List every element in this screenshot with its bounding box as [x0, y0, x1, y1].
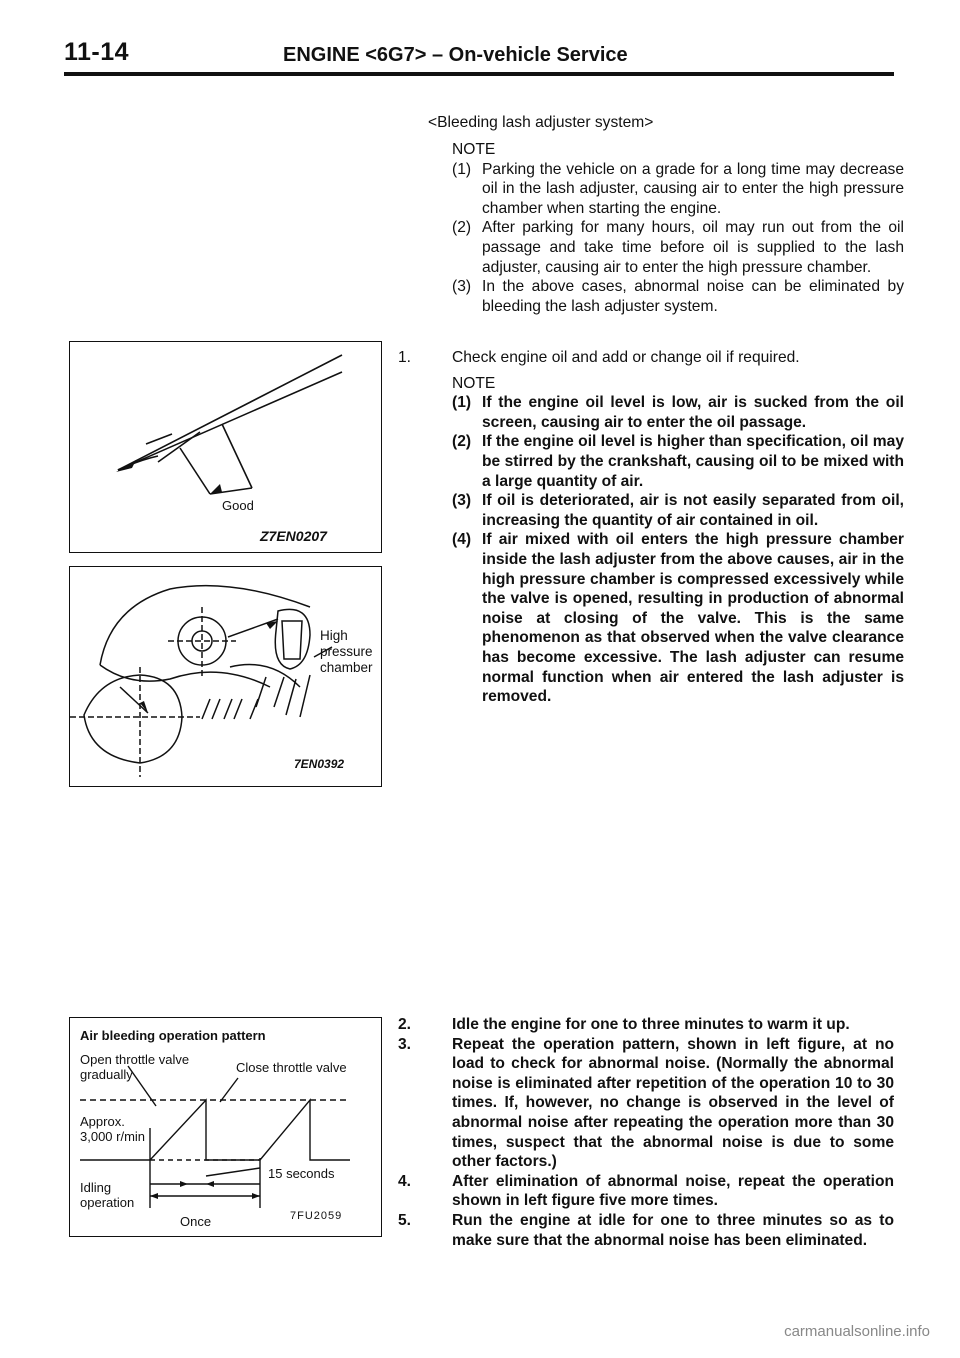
lash-adjuster-figure — [69, 566, 382, 787]
list-item: (3) In the above cases, abnormal noise can be eliminated by bleeding the lash adjuster system. — [452, 278, 904, 315]
once-label: Once — [180, 1214, 212, 1229]
close-throttle-label: Close throttle valve — [236, 1060, 347, 1075]
section-notes — [398, 140, 904, 316]
open-throttle-label: Open throttle valve gradually — [80, 1052, 190, 1082]
list-item: (3) If oil is deteriorated, air is not easily separated from oil, increasing the quantity of air contained in oil. — [452, 492, 904, 529]
figure-code: 7FU2059 — [290, 1210, 343, 1222]
dipstick-figure — [69, 341, 382, 553]
operation-pattern-diagram — [70, 1018, 381, 1236]
note-label: NOTE — [452, 141, 496, 158]
page-title: ENGINE <6G7> – On-vehicle Service — [283, 44, 628, 66]
operation-pattern-figure — [69, 1017, 382, 1237]
step-line: 1. Check engine oil and add or change oil if required. — [398, 349, 800, 366]
good-label: Good — [222, 498, 254, 513]
page-number: 11-14 — [64, 38, 130, 66]
idling-label: Idling operation — [80, 1180, 135, 1210]
approx-rpm-label: Approx. 3,000 r/min — [80, 1114, 146, 1144]
figure-code: Z7EN0207 — [260, 528, 327, 544]
high-pressure-chamber-label: High pressure chamber — [320, 628, 373, 675]
step-line: 3. Repeat the operation pattern, shown in left figure, at no load to check for abnormal noise. (Normally the abnormal noise is eliminated after repetition of the operation 10 to 30 times. If, however, no change is observed in the level of abnormal noise after repeating the operation more than 30 times, suspect that the abnormal noise is due to some other factors.) — [398, 1035, 894, 1171]
pattern-title: Air bleeding operation pattern — [80, 1028, 266, 1043]
list-item: (2) After parking for many hours, oil may run out from the oil passage and take time before oil is supplied to the lash adjuster, causing air to enter the high pressure chamber. — [452, 219, 904, 276]
section-subtitle: <Bleeding lash adjuster system> — [428, 114, 654, 131]
step-line: 4. After elimination of abnormal noise, repeat the operation shown in left figure five more times. — [398, 1172, 894, 1210]
watermark: carmanualsonline.info — [784, 1323, 930, 1340]
steps-lower — [398, 1015, 894, 1250]
list-item: (4) If air mixed with oil enters the high pressure chamber inside the lash adjuster from the above causes, air in the high pressure chamber is compressed excessively while the valve is opened, resulting in production of abnormal noise at closing of the valve. This is the same phenomenon as that observed when the valve clearance has become excessive. The lash adjuster can resume normal function when air entered the lash adjuster is removed. — [452, 531, 904, 706]
step-1 — [398, 348, 904, 707]
step-line: 5. Run the engine at idle for one to three minutes so as to make sure that the abnormal noise has been eliminated. — [398, 1211, 894, 1249]
lash-adjuster-illustration — [70, 567, 381, 786]
dipstick-illustration — [70, 342, 381, 552]
note-label: NOTE — [452, 374, 496, 392]
header-rule — [64, 72, 894, 76]
figure-code: 7EN0392 — [294, 757, 345, 771]
list-item: (1) Parking the vehicle on a grade for a long time may decrease oil in the lash adjuster, causing air to enter the high pressure chamber when starting the engine. — [452, 160, 904, 217]
list-item: (2) If the engine oil level is higher than specification, oil may be stirred by the crankshaft, causing oil to be mixed with a large quantity of air. — [452, 433, 904, 490]
step-line: 2. Idle the engine for one to three minutes to warm it up. — [398, 1016, 850, 1033]
list-item: (1) If the engine oil level is low, air is sucked from the oil screen, causing air to enter the oil passage. — [452, 394, 904, 431]
seconds-label: 15 seconds — [268, 1166, 335, 1181]
